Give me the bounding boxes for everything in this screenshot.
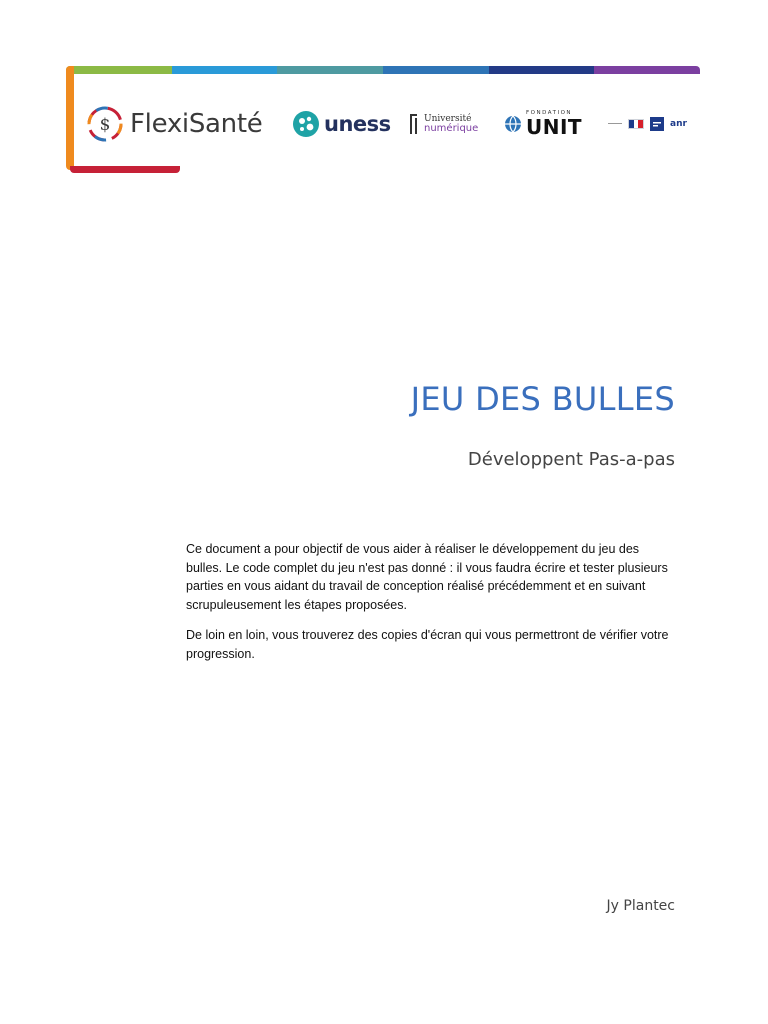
stripe-light-blue xyxy=(172,66,278,74)
universite-numerique-wordmark xyxy=(424,115,478,134)
small-partner-logos xyxy=(608,98,687,150)
stripe-teal xyxy=(277,66,383,74)
anr-logo: anr xyxy=(670,119,687,129)
flexisante-sigil-icon xyxy=(86,105,124,143)
screenshot-note-paragraph: De loin en loin, vous trouverez des copies d'écran qui vous permettront de vérifier votre progression. xyxy=(186,628,669,661)
uness-wordmark: uness xyxy=(324,112,391,136)
partner-logos xyxy=(86,98,696,150)
stripe-navy xyxy=(489,66,595,74)
document-subtitle: Développent Pas-a-pas xyxy=(467,449,675,470)
stripe-green xyxy=(66,66,172,74)
intro-paragraph: Ce document a pour objectif de vous aider à réaliser le développement du jeu des bulles. Le code complet du jeu n'est pas donné : il vous faudra écrire et tester plusieurs parties en vous aidant du travail de conception réalisé précédemment et en suivant scrupuleusement les étapes proposées. xyxy=(186,542,668,612)
numerique-label: numérique xyxy=(424,122,479,134)
france-2030-icon xyxy=(650,117,664,131)
universite-numerique-logo xyxy=(408,98,478,150)
universite-label: Université xyxy=(424,113,472,124)
flexisante-wordmark: FlexiSanté xyxy=(130,109,263,139)
document-body xyxy=(186,540,676,675)
top-color-bar xyxy=(66,66,700,74)
flexisante-logo xyxy=(86,98,262,150)
bottom-color-bar xyxy=(70,166,180,173)
uness-logo xyxy=(292,98,391,150)
author-name: Jy Plantec xyxy=(606,898,675,914)
unit-label: UNIT xyxy=(526,114,583,139)
svg-text:$: $ xyxy=(99,115,111,135)
fondation-unit-wordmark xyxy=(526,111,582,137)
document-title: JEU DES BULLES xyxy=(410,380,675,418)
government-emblem-icon xyxy=(608,121,622,127)
unit-globe-icon xyxy=(504,115,522,133)
fondation-unit-logo xyxy=(504,98,582,150)
republique-francaise-flag-icon xyxy=(628,119,644,129)
stripe-purple xyxy=(594,66,700,74)
uness-bubble-icon xyxy=(292,110,320,138)
stripe-blue xyxy=(383,66,489,74)
fondation-label: FONDATION xyxy=(526,110,573,117)
universite-numerique-icon xyxy=(408,110,422,138)
left-color-bar xyxy=(66,66,74,170)
